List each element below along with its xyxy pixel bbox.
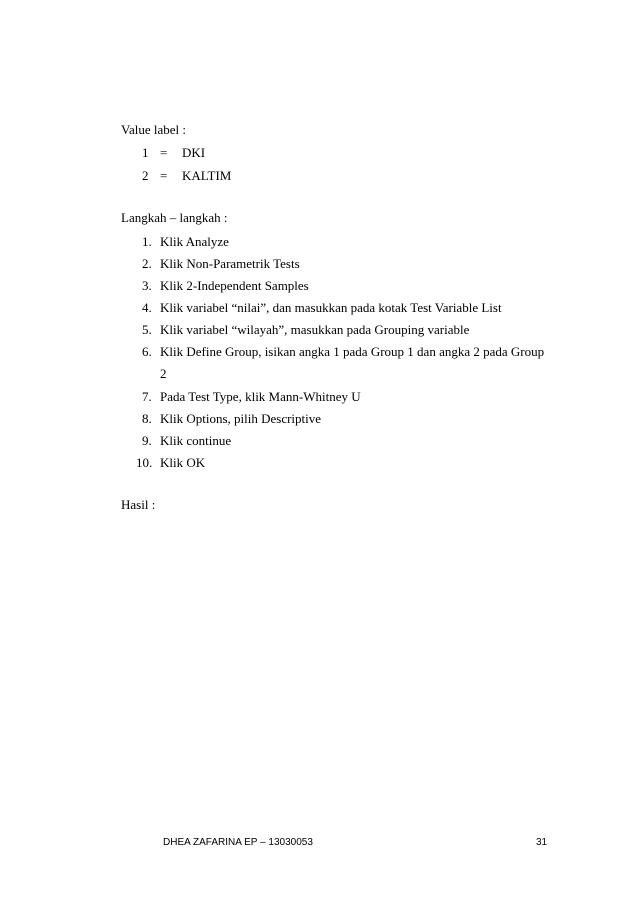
step-number: 10. bbox=[136, 455, 153, 470]
step-number: 1. bbox=[142, 234, 152, 249]
step-number: 2. bbox=[142, 256, 152, 271]
value-label-number: 1 bbox=[142, 145, 149, 160]
step-number: 4. bbox=[142, 300, 152, 315]
step-text: Klik Non-Parametrik Tests bbox=[160, 256, 300, 271]
page-number: 31 bbox=[536, 837, 548, 848]
step-text: Klik 2-Independent Samples bbox=[160, 278, 309, 293]
step-text: Klik variabel “wilayah”, masukkan pada Grouping variable bbox=[160, 322, 470, 337]
value-label-name: DKI bbox=[182, 145, 206, 160]
steps-heading: Langkah – langkah : bbox=[121, 210, 228, 225]
step-text: Klik Analyze bbox=[160, 234, 229, 249]
step-text: Klik OK bbox=[160, 455, 206, 470]
step-text: Klik Define Group, isikan angka 1 pada Group 1 dan angka 2 pada Group bbox=[160, 344, 545, 359]
step-continuation: 2 bbox=[160, 366, 167, 381]
value-label-heading: Value label : bbox=[121, 122, 186, 137]
step-number: 3. bbox=[142, 278, 152, 293]
step-text: Pada Test Type, klik Mann-Whitney U bbox=[160, 389, 361, 404]
footer-author: DHEA ZAFARINA EP – 13030053 bbox=[163, 837, 313, 848]
step-number: 7. bbox=[142, 389, 152, 404]
step-number: 9. bbox=[142, 433, 152, 448]
step-text: Klik continue bbox=[160, 433, 232, 448]
step-text: Klik variabel “nilai”, dan masukkan pada kotak Test Variable List bbox=[160, 300, 502, 315]
step-number: 5. bbox=[142, 322, 152, 337]
value-label-equals: = bbox=[160, 168, 168, 183]
result-heading: Hasil : bbox=[121, 497, 156, 512]
value-label-equals: = bbox=[160, 145, 168, 160]
step-number: 8. bbox=[142, 411, 152, 426]
value-label-number: 2 bbox=[142, 168, 149, 183]
step-text: Klik Options, pilih Descriptive bbox=[160, 411, 322, 426]
value-label-name: KALTIM bbox=[182, 168, 232, 183]
step-number: 6. bbox=[142, 344, 152, 359]
